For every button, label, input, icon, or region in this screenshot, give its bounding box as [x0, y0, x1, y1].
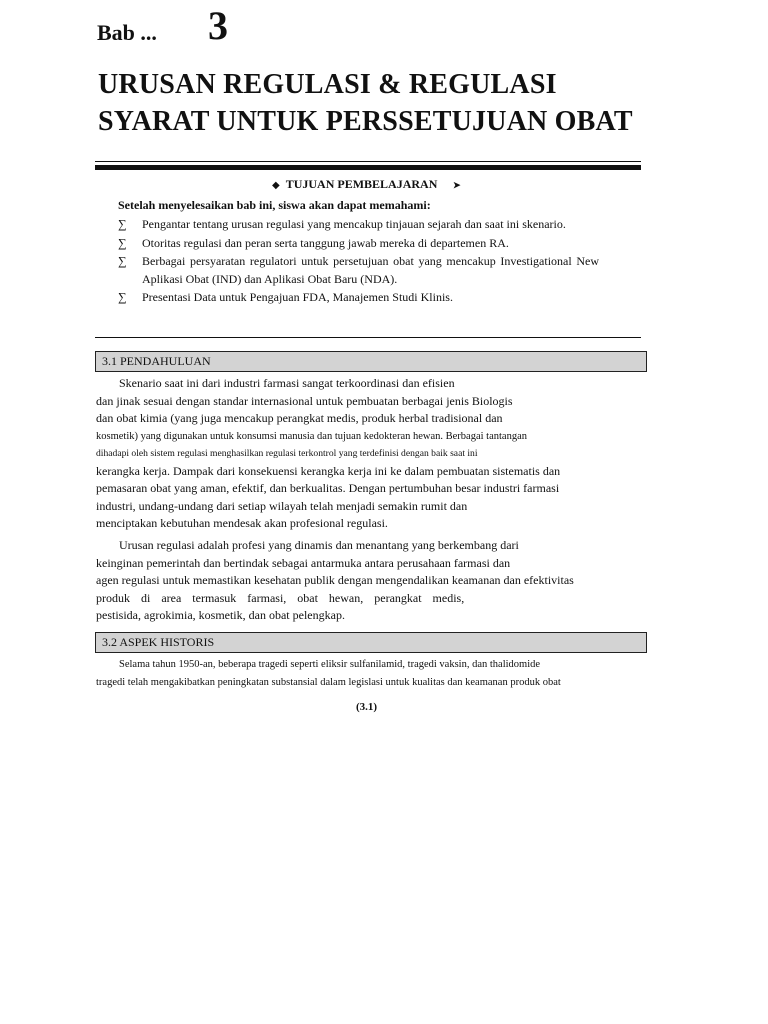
objectives-intro: Setelah menyelesaikan bab ini, siswa akan dapat memahami: [118, 198, 431, 212]
section-heading-pendahuluan: 3.1 PENDAHULUAN [95, 351, 647, 372]
chapter-number: 3 [208, 3, 228, 48]
text-line: tragedi telah mengakibatkan peningkatan substansial dalam legislasi untuk kualitas dan keamanan produk obat [96, 676, 561, 688]
page-number: (3.1) [356, 701, 378, 713]
sigma-bullet-icon: ∑ [118, 217, 127, 231]
section1-paragraph-1 [96, 375, 613, 533]
section-heading-aspek-historis: 3.2 ASPEK HISTORIS [95, 632, 647, 653]
objective-text: Otoritas regulasi dan peran serta tanggung jawab mereka di departemen RA. [142, 235, 509, 250]
sigma-bullet-icon: ∑ [118, 235, 127, 250]
text-line: Selama tahun 1950-an, beberapa tragedi seperti eliksir sulfanilamid, tragedi vaksin, dan thalidomide [119, 659, 541, 670]
diamond-bullet-icon: ◆ [272, 180, 280, 191]
top-divider-thin [95, 161, 641, 162]
text-line: dihadapi oleh sistem regulasi menghasilkan regulasi terkontrol yang terdefinisi dengan baik saat ini [96, 448, 478, 459]
objective-text: Pengantar tentang urusan regulasi yang mencakup tinjauan sejarah dan saat ini skenario. [142, 217, 566, 231]
objectives-list [118, 216, 599, 308]
objective-item [118, 216, 599, 234]
chapter-label: Bab ... [97, 20, 157, 45]
objective-text: Berbagai persyaratan regulatori untuk persetujuan obat yang mencakup Investigational New Aplikasi Obat (IND) dan Aplikasi Obat Baru (NDA). [142, 254, 599, 286]
text-line: Skenario saat ini dari industri farmasi sangat terkoordinasi dan efisien [119, 376, 455, 390]
text-line: produk di area termasuk farmasi, obat hewan, perangkat medis, [96, 590, 465, 605]
objective-text: Presentasi Data untuk Pengajuan FDA, Manajemen Studi Klinis. [142, 290, 453, 304]
objectives-divider [95, 337, 641, 338]
text-line: pestisida, agrokimia, kosmetik, dan obat pelengkap. [96, 608, 345, 622]
text-line: menciptakan kebutuhan mendesak akan profesional regulasi. [96, 516, 388, 530]
sigma-bullet-icon: ∑ [118, 290, 127, 304]
objective-item [118, 235, 599, 253]
section1-paragraph-2 [96, 537, 613, 625]
section2-paragraph-1 [96, 656, 613, 691]
objectives-heading [272, 177, 461, 192]
text-line: kosmetik) yang digunakan untuk konsumsi manusia dan tujuan kedokteran hewan. Berbagai tantangan [96, 430, 527, 442]
text-line: kerangka kerja. Dampak dari konsekuensi kerangka kerja ini ke dalam pembuatan sistematis dan [96, 463, 561, 478]
objective-item [118, 253, 599, 288]
objective-item [118, 289, 599, 307]
text-line: keinginan pemerintah dan bertindak sebagai antarmuka antara perusahaan farmasi dan [96, 555, 511, 570]
text-line: dan obat kimia (yang juga mencakup perangkat medis, produk herbal tradisional dan [96, 411, 503, 425]
sigma-bullet-icon: ∑ [118, 254, 127, 268]
cursor-arrow-icon: ➤ [453, 180, 461, 190]
text-line: pemasaran obat yang aman, efektif, dan berkualitas. Dengan pertumbuhan besar industri farmasi [96, 481, 560, 495]
text-line: agen regulasi untuk memastikan kesehatan publik dengan mengendalikan keamanan dan efektivitas [96, 573, 574, 587]
chapter-title-line-2: SYARAT UNTUK PERSSETUJUAN OBAT [98, 106, 633, 137]
text-line: dan jinak sesuai dengan standar internasional untuk pembuatan berbagai jenis Biologis [96, 393, 513, 408]
top-divider-thick [95, 165, 641, 170]
text-line: industri, undang-undang dari setiap wilayah telah menjadi semakin rumit dan [96, 498, 468, 513]
chapter-title [98, 66, 698, 140]
chapter-title-line-1: URUSAN REGULASI & REGULASI [98, 69, 557, 100]
text-line: Urusan regulasi adalah profesi yang dinamis dan menantang yang berkembang dari [119, 538, 519, 552]
objectives-heading-text: TUJUAN PEMBELAJARAN [285, 177, 438, 191]
